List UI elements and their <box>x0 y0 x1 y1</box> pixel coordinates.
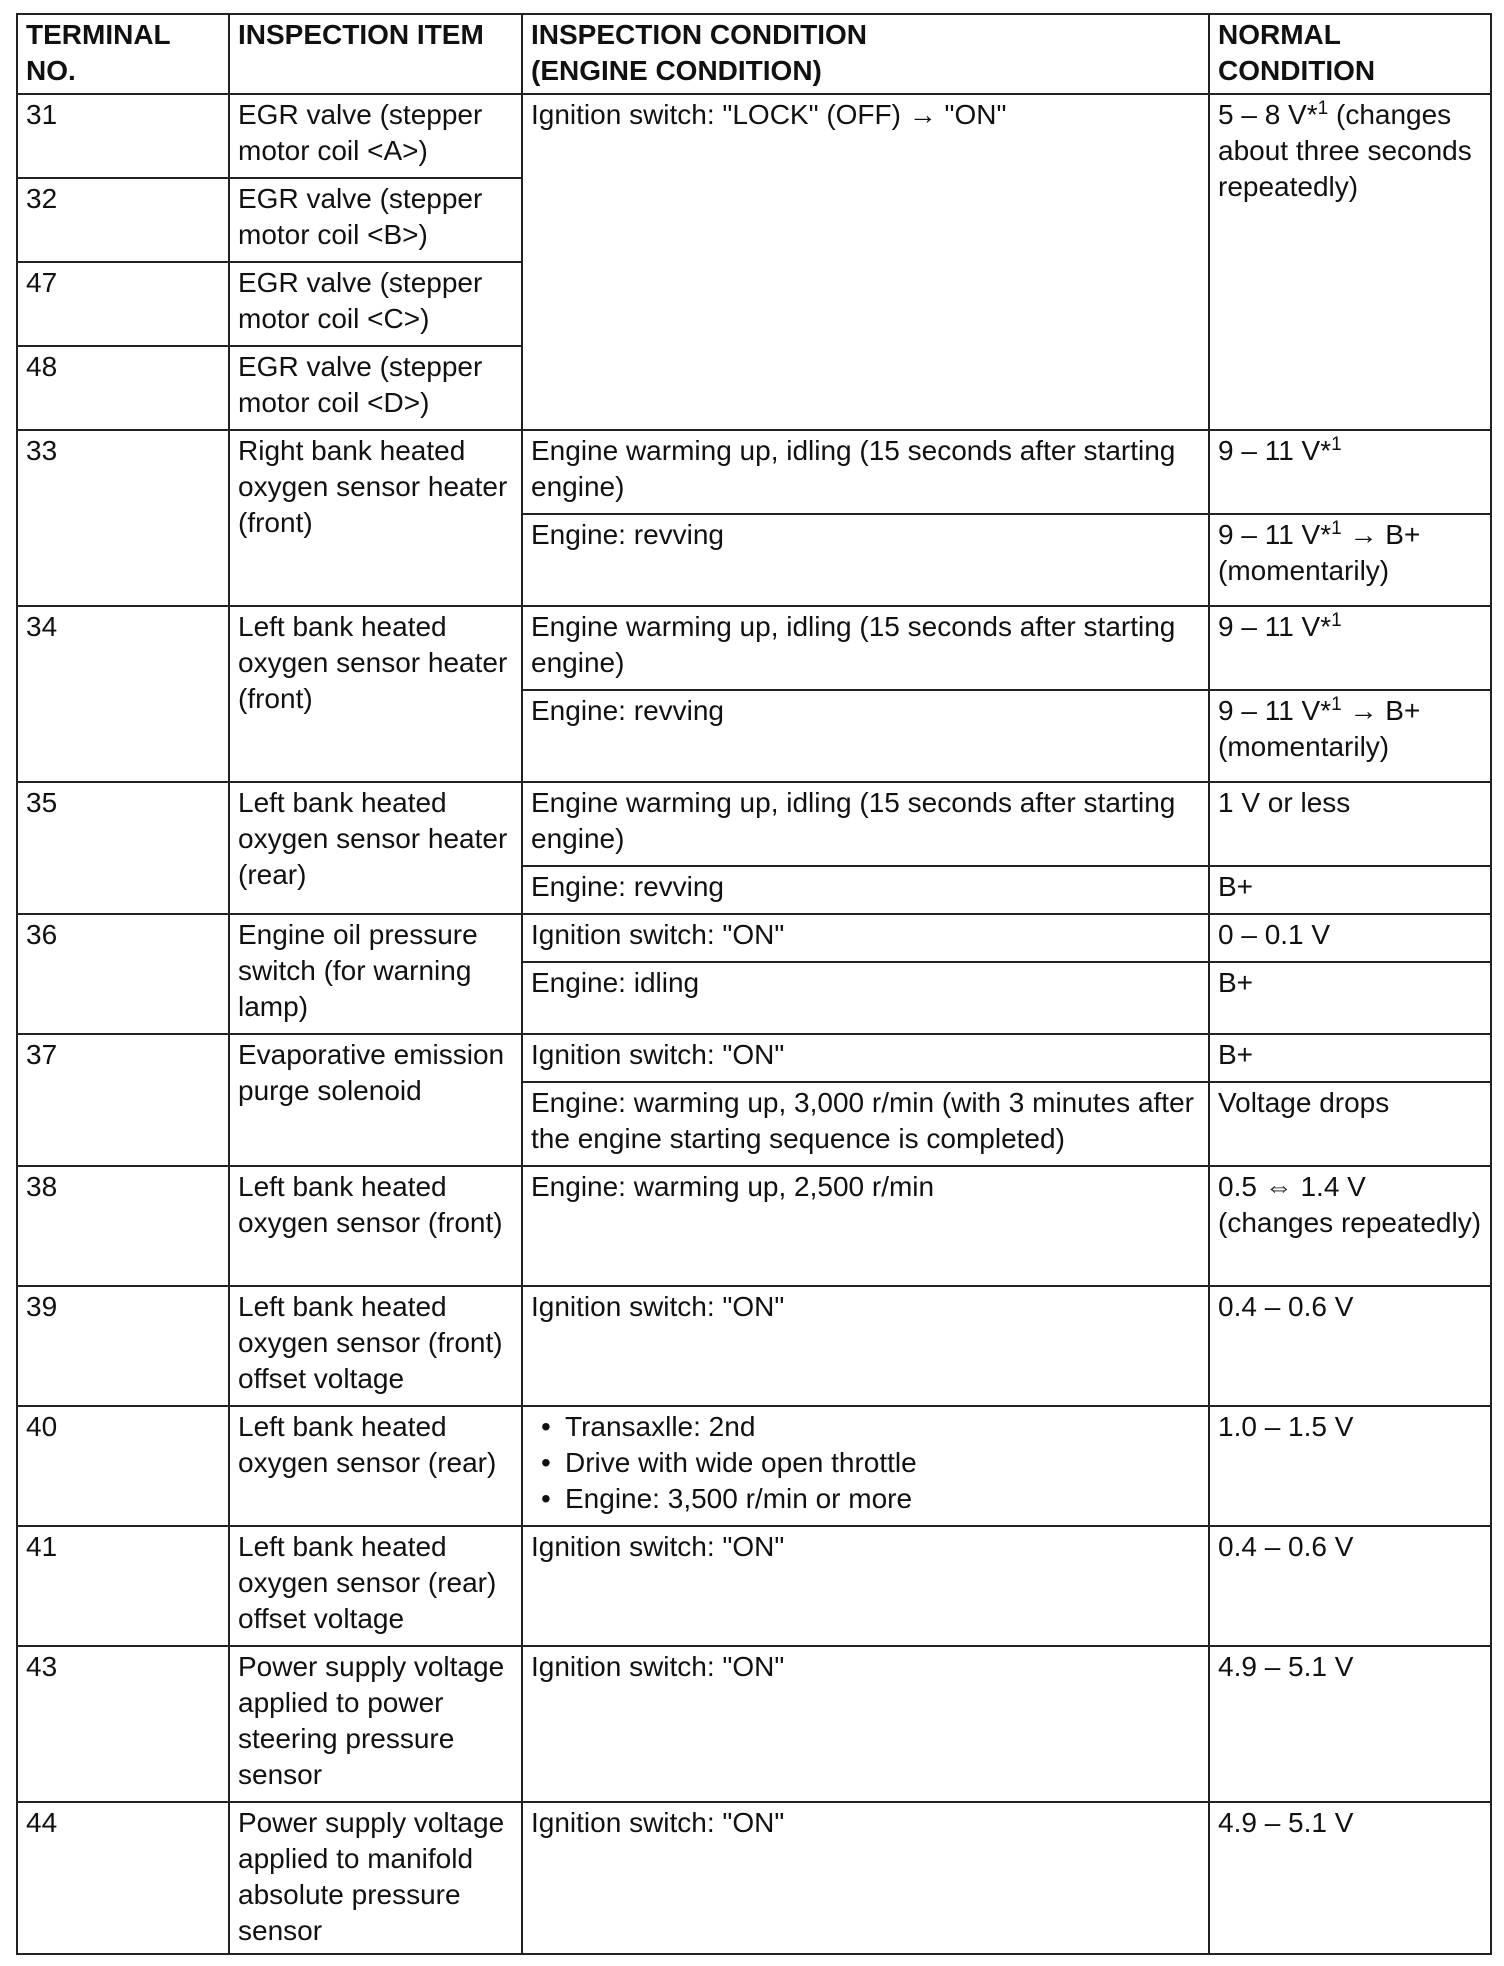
item-cell: Evaporative emission purge solenoid <box>229 1034 522 1166</box>
terminal-cell: 37 <box>17 1034 229 1166</box>
normal-cell: Voltage drops <box>1209 1082 1491 1166</box>
table-row <box>17 94 1491 178</box>
normal-cell: 9 – 11 V*$^1$ → B+ (momentarily) <box>1209 690 1491 782</box>
condition-cell: Ignition switch: "ON" <box>522 1034 1209 1082</box>
condition-cell: Engine: warming up, 3,000 r/min (with 3 minutes after the engine starting sequence is completed) <box>522 1082 1209 1166</box>
condition-cell: Engine: revving <box>522 514 1209 606</box>
normal-cell: 0.4 – 0.6 V <box>1209 1526 1491 1646</box>
normal-cell: 1 V or less <box>1209 782 1491 866</box>
condition-cell: Ignition switch: "ON" <box>522 1526 1209 1646</box>
terminal-cell: 33 <box>17 430 229 606</box>
item-cell: Right bank heated oxygen sensor heater (front) <box>229 430 522 606</box>
item-cell: Power supply voltage applied to power steering pressure sensor <box>229 1646 522 1802</box>
terminal-cell: 36 <box>17 914 229 1034</box>
condition-cell: Engine: revving <box>522 866 1209 914</box>
normal-cell: 0.5 ⇔ 1.4 V (changes repeatedly) <box>1209 1166 1491 1286</box>
condition-bullet-list <box>531 1409 1200 1517</box>
table-row <box>17 1406 1491 1526</box>
condition-cell: Ignition switch: "LOCK" (OFF) → "ON" <box>522 94 1209 430</box>
normal-cell: 9 – 11 V*$^1$ <box>1209 430 1491 514</box>
terminal-cell: 41 <box>17 1526 229 1646</box>
terminal-cell: 47 <box>17 262 229 346</box>
condition-cell: Engine warming up, idling (15 seconds after starting engine) <box>522 782 1209 866</box>
item-cell: EGR valve (stepper motor coil <A>) <box>229 94 522 178</box>
table-row <box>17 1166 1491 1286</box>
list-item: • Engine: 3,500 r/min or more <box>531 1481 1200 1517</box>
table-row <box>17 606 1491 690</box>
normal-cell: 5 – 8 V*$^1$ (changes about three seconds repeatedly) <box>1209 94 1491 430</box>
table-header-row <box>17 14 1491 94</box>
terminal-cell: 40 <box>17 1406 229 1526</box>
item-cell: EGR valve (stepper motor coil <C>) <box>229 262 522 346</box>
table-row <box>17 1646 1491 1802</box>
normal-cell: 1.0 – 1.5 V <box>1209 1406 1491 1526</box>
table-row <box>17 914 1491 962</box>
header-inspection-condition: INSPECTION CONDITION (ENGINE CONDITION) <box>522 14 1209 94</box>
condition-cell: Engine: warming up, 2,500 r/min <box>522 1166 1209 1286</box>
table-row <box>17 1526 1491 1646</box>
item-cell: Left bank heated oxygen sensor heater (rear) <box>229 782 522 914</box>
condition-cell <box>522 1406 1209 1526</box>
normal-cell: B+ <box>1209 866 1491 914</box>
normal-cell: 9 – 11 V*$^1$ <box>1209 606 1491 690</box>
terminal-cell: 44 <box>17 1802 229 1954</box>
condition-cell: Ignition switch: "ON" <box>522 1646 1209 1802</box>
normal-cell: 4.9 – 5.1 V <box>1209 1802 1491 1954</box>
condition-cell: Engine: revving <box>522 690 1209 782</box>
normal-cell: 9 – 11 V*$^1$ → B+ (momentarily) <box>1209 514 1491 606</box>
list-item: • Transaxlle: 2nd <box>531 1409 1200 1445</box>
condition-cell: Ignition switch: "ON" <box>522 914 1209 962</box>
inspection-table <box>16 13 1492 1955</box>
terminal-cell: 34 <box>17 606 229 782</box>
normal-cell: 4.9 – 5.1 V <box>1209 1646 1491 1802</box>
table-row <box>17 782 1491 866</box>
item-cell: Left bank heated oxygen sensor heater (front) <box>229 606 522 782</box>
normal-cell: B+ <box>1209 962 1491 1034</box>
item-cell: Engine oil pressure switch (for warning lamp) <box>229 914 522 1034</box>
table-row <box>17 430 1491 514</box>
item-cell: Left bank heated oxygen sensor (rear) offset voltage <box>229 1526 522 1646</box>
condition-cell: Ignition switch: "ON" <box>522 1286 1209 1406</box>
item-cell: Left bank heated oxygen sensor (front) <box>229 1166 522 1286</box>
normal-cell: B+ <box>1209 1034 1491 1082</box>
item-cell: EGR valve (stepper motor coil <D>) <box>229 346 522 430</box>
terminal-cell: 31 <box>17 94 229 178</box>
table-row <box>17 1034 1491 1082</box>
list-item: • Drive with wide open throttle <box>531 1445 1200 1481</box>
normal-cell: 0.4 – 0.6 V <box>1209 1286 1491 1406</box>
condition-cell: Engine warming up, idling (15 seconds after starting engine) <box>522 430 1209 514</box>
terminal-cell: 48 <box>17 346 229 430</box>
header-terminal: TERMINAL NO. <box>17 14 229 94</box>
terminal-cell: 38 <box>17 1166 229 1286</box>
item-cell: Left bank heated oxygen sensor (front) offset voltage <box>229 1286 522 1406</box>
condition-cell: Engine: idling <box>522 962 1209 1034</box>
terminal-cell: 43 <box>17 1646 229 1802</box>
item-cell: EGR valve (stepper motor coil <B>) <box>229 178 522 262</box>
table-row <box>17 1286 1491 1406</box>
terminal-cell: 35 <box>17 782 229 914</box>
normal-cell: 0 – 0.1 V <box>1209 914 1491 962</box>
header-inspection-item: INSPECTION ITEM <box>229 14 522 94</box>
header-normal-condition: NORMAL CONDITION <box>1209 14 1491 94</box>
item-cell: Power supply voltage applied to manifold absolute pressure sensor <box>229 1802 522 1954</box>
item-cell: Left bank heated oxygen sensor (rear) <box>229 1406 522 1526</box>
condition-cell: Engine warming up, idling (15 seconds after starting engine) <box>522 606 1209 690</box>
table-row <box>17 1802 1491 1954</box>
condition-cell: Ignition switch: "ON" <box>522 1802 1209 1954</box>
terminal-cell: 32 <box>17 178 229 262</box>
terminal-cell: 39 <box>17 1286 229 1406</box>
